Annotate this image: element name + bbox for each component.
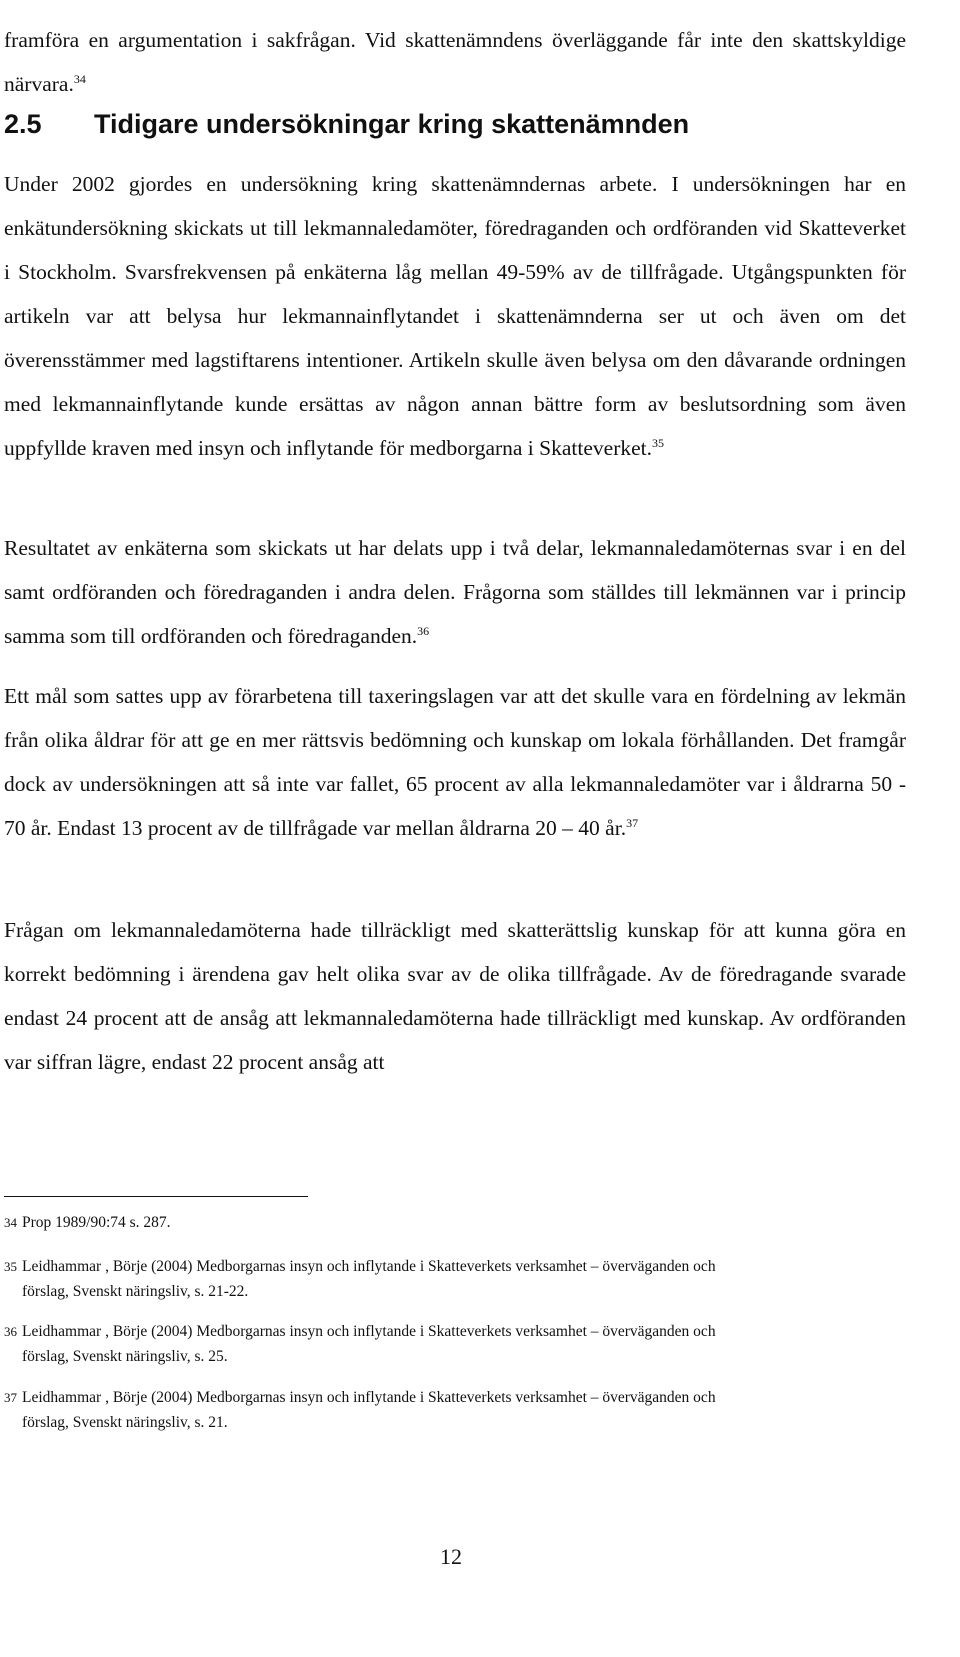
paragraph-3-text: Ett mål som sattes upp av förarbetena till taxeringslagen var att det skulle vara en fördelning av lekmän från olika åldrar för att ge en mer rättsvis bedömning och kunskap om lokala förhållanden. Det framgår dock av undersökningen att så inte var fallet, 65 procent av alla lekmannaledamöter var i åldrarna 50 - 70 år. Endast 13 procent av de tillfrågade var mellan åldrarna 20 – 40 år. xyxy=(4,684,906,840)
footnote-35 xyxy=(4,1254,906,1304)
footnote-ref-36[interactable]: 36 xyxy=(417,623,430,638)
paragraph-3 xyxy=(4,674,906,850)
footnote-34 xyxy=(4,1210,906,1235)
footnote-text: Leidhammar , Börje (2004) Medborgarnas insyn och inflytande i Skatteverkets verksamhet – överväganden och xyxy=(22,1323,716,1340)
footnote-text: Leidhammar , Börje (2004) Medborgarnas insyn och inflytande i Skatteverkets verksamhet – överväganden och xyxy=(22,1258,716,1275)
footnote-ref-35[interactable]: 35 xyxy=(652,435,664,450)
paragraph-4 xyxy=(4,908,906,1084)
page-number: 12 xyxy=(440,1544,462,1569)
footnote-separator xyxy=(4,1196,308,1197)
footnote-number: 36 xyxy=(4,1324,17,1339)
document-page xyxy=(4,0,906,1657)
footnote-text-continued: förslag, Svenskt näringsliv, s. 21. xyxy=(22,1414,228,1431)
footnote-number: 35 xyxy=(4,1259,17,1274)
section-title: Tidigare undersökningar kring skattenämnden xyxy=(94,109,690,139)
continued-paragraph-text: framföra en argumentation i sakfrågan. Vid skattenämndens överläggande får inte den skattskyldige närvara. xyxy=(4,27,906,96)
paragraph-4-text: Frågan om lekmannaledamöterna hade tillräckligt med skatterättslig kunskap för att kunna göra en korrekt bedömning i ärendena gav helt olika svar av de olika tillfrågade. Av de föredragande svarade endast 24 procent att de ansåg att lekmannaledamöterna hade tillräckligt med kunskap. Av ordföranden var siffran lägre, endast 22 procent ansåg att xyxy=(4,918,906,1074)
section-number: 2.5 xyxy=(4,109,42,139)
footnote-ref-37[interactable]: 37 xyxy=(626,815,639,830)
footnote-number: 34 xyxy=(4,1215,17,1230)
paragraph-2-text: Resultatet av enkäterna som skickats ut har delats upp i två delar, lekmannaledamöternas svar i en del samt ordföranden och föredraganden i andra delen. Frågorna som ställdes till lekmännen var i princip samma som till ordföranden och föredraganden. xyxy=(4,536,906,648)
footnote-text-continued: förslag, Svenskt näringsliv, s. 25. xyxy=(22,1348,228,1365)
paragraph-2 xyxy=(4,526,906,658)
footnote-text: Prop 1989/90:74 s. 287. xyxy=(22,1214,171,1231)
paragraph-1 xyxy=(4,162,906,470)
footnote-ref-34[interactable]: 34 xyxy=(73,71,86,86)
footnote-text: Leidhammar , Börje (2004) Medborgarnas insyn och inflytande i Skatteverkets verksamhet – överväganden och xyxy=(22,1389,716,1406)
footnote-36 xyxy=(4,1319,906,1369)
footnote-text-continued: förslag, Svenskt näringsliv, s. 21-22. xyxy=(22,1283,249,1300)
footnote-37 xyxy=(4,1385,906,1435)
paragraph-1-text: Under 2002 gjordes en undersökning kring skattenämndernas arbete. I undersökningen har en enkätundersökning skickats ut till lekmannaledamöter, föredraganden och ordföranden vid Skatteverket i Stockholm. Svarsfrekvensen på enkäterna låg mellan 49-59% av de tillfrågade. Utgångspunkten för artikeln var att belysa hur lekmannainflytandet i skattenämnderna ser ut och även om det överensstämmer med lagstiftarens intentioner. Artikeln skulle även belysa om den dåvarande ordningen med lekmannainflytande kunde ersättas av någon annan bättre form av beslutsordning som även uppfyllde kraven med insyn och inflytande för medborgarna i Skatteverket. xyxy=(4,172,906,460)
continued-paragraph xyxy=(4,18,906,106)
section-heading xyxy=(4,104,906,144)
footnote-number: 37 xyxy=(4,1390,17,1405)
